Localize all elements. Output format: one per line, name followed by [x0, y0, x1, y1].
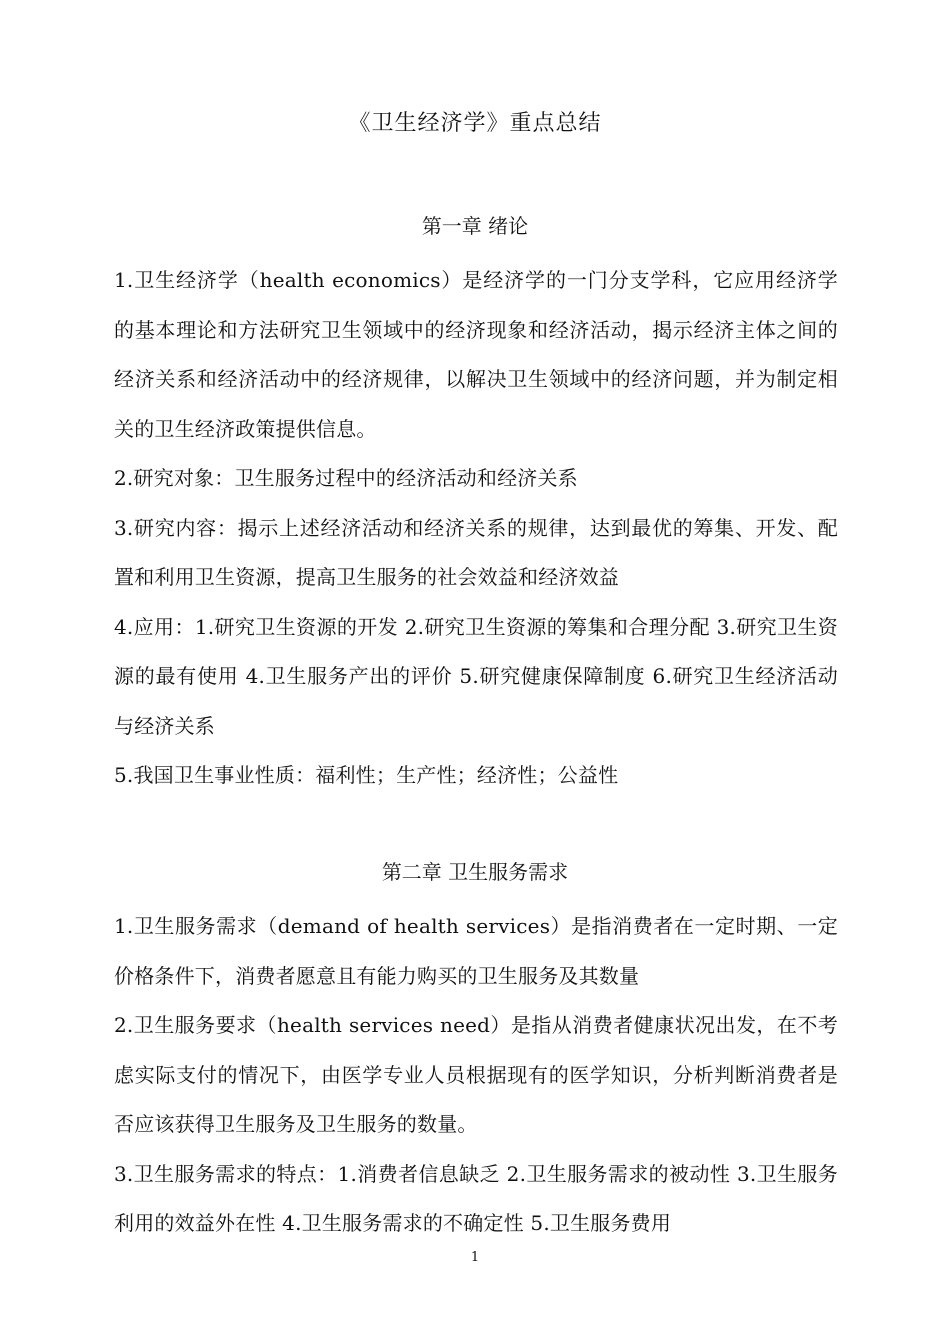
page-number: 1	[470, 1250, 480, 1265]
chapter-1-heading: 第一章 绪论	[421, 214, 529, 238]
document-title: 《卫生经济学》重点总结	[348, 111, 602, 136]
chapter-2-paragraph-3: 3.卫生服务需求的特点：1.消费者信息缺乏 2.卫生服务需求的被动性 3.卫生服务利用的效益外在性 4.卫生服务需求的不确定性 5.卫生服务费用	[114, 1161, 838, 1235]
chapter-1-paragraph-3: 3.研究内容：揭示上述经济活动和经济关系的规律，达到最优的筹集、开发、配置和利用卫生资源，提高卫生服务的社会效益和经济效益	[114, 515, 838, 589]
chapter-2-body	[114, 902, 838, 1249]
chapter-2-heading: 第二章 卫生服务需求	[381, 860, 569, 884]
chapter-1-paragraph-4: 4.应用：1.研究卫生资源的开发 2.研究卫生资源的筹集和合理分配 3.研究卫生资源的最有使用 4.卫生服务产出的评价 5.研究健康保障制度 6.研究卫生经济活动与经济关系	[114, 614, 838, 738]
chapter-1-paragraph-2: 2.研究对象：卫生服务过程中的经济活动和经济关系	[114, 466, 578, 490]
chapter-1-body	[114, 256, 838, 801]
chapter-2-paragraph-1: 1.卫生服务需求（demand of health services）是指消费者在一定时期、一定价格条件下，消费者愿意且有能力购买的卫生服务及其数量	[114, 914, 838, 988]
chapter-1-paragraph-5: 5.我国卫生事业性质：福利性；生产性；经济性；公益性	[114, 763, 619, 787]
chapter-1-paragraph-1: 1.卫生经济学（health economics）是经济学的一门分支学科，它应用经济学的基本理论和方法研究卫生领域中的经济现象和经济活动，揭示经济主体之间的经济关系和经济活动中的经济规律，以解决卫生领域中的经济问题，并为制定相关的卫生经济政策提供信息。	[114, 268, 838, 441]
chapter-2-paragraph-2: 2.卫生服务要求（health services need）是指从消费者健康状况出发，在不考虑实际支付的情况下，由医学专业人员根据现有的医学知识，分析判断消费者是否应该获得卫生服务及卫生服务的数量。	[114, 1013, 838, 1136]
